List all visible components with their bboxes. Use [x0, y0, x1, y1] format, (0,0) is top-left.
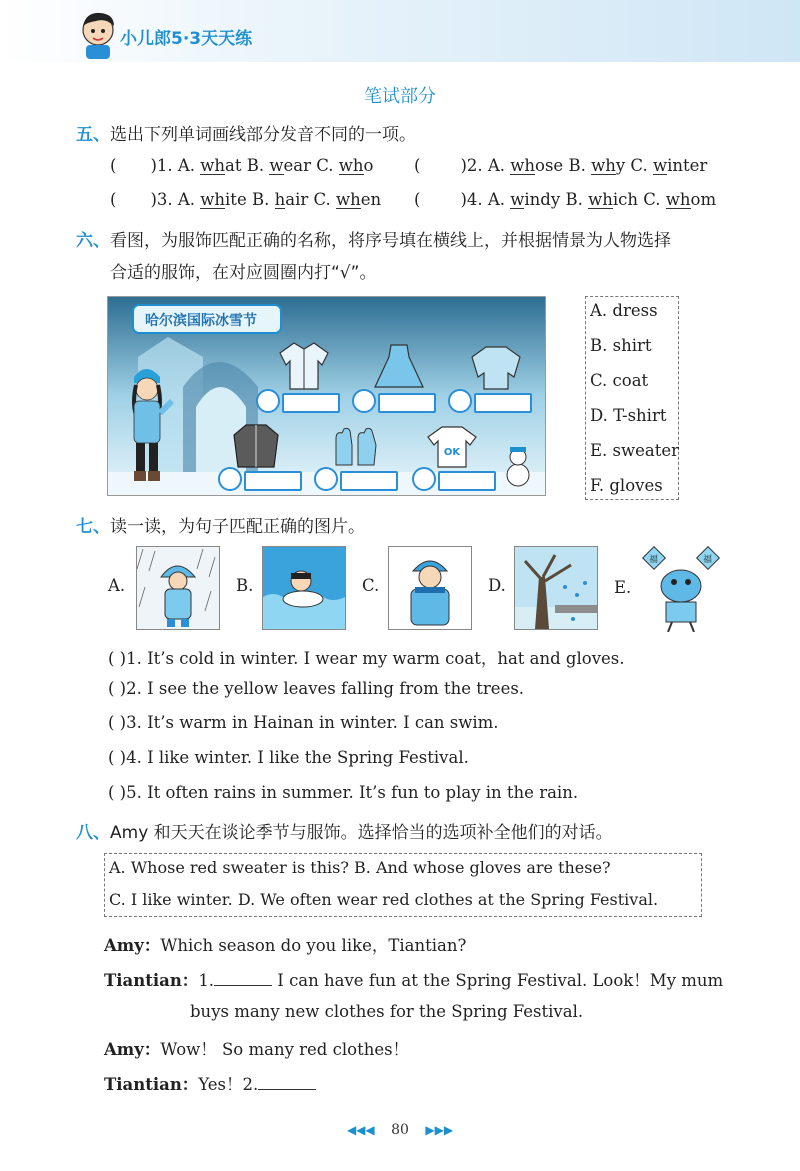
check-circle-1[interactable]: [256, 389, 280, 413]
underlined-letters: w: [269, 156, 284, 175]
coat-icon: [230, 421, 282, 471]
section5-title: 选出下列单词画线部分发音不同的一项。: [110, 125, 416, 145]
dialogue-text-4: Yes！2.: [198, 1075, 259, 1094]
option-label: B.: [246, 190, 275, 209]
dialogue-line-2-continued: buys many new clothes for the Spring Festival.: [190, 1002, 584, 1021]
picture-label-a: A.: [108, 576, 126, 595]
word-rest: air: [285, 190, 309, 209]
speaker-tiantian: Tiantian：: [104, 1075, 199, 1094]
section5-heading: [76, 120, 416, 145]
picture-label-e: E.: [614, 578, 632, 597]
option-label: B.: [563, 156, 592, 175]
answer-blank-6[interactable]: [438, 471, 496, 491]
right-arrows-icon: ▶▶▶: [425, 1123, 454, 1137]
s5-q2: [414, 156, 707, 175]
page-footer: [0, 1122, 800, 1138]
picture-label-b: B.: [236, 576, 254, 595]
check-circle-4[interactable]: [218, 467, 242, 491]
underlined-letters: wh: [200, 156, 226, 175]
option-label: B.: [560, 190, 589, 209]
section7-title: 读一读，为句子匹配正确的图片。: [110, 517, 365, 537]
underlined-letters: wh: [588, 190, 613, 209]
dialogue-line-2: [104, 967, 723, 991]
picture-e-festival: [638, 546, 724, 632]
q1-label: )1. A.: [150, 156, 201, 175]
rain-child-icon: [137, 547, 219, 629]
word-rest: at: [225, 156, 242, 175]
underlined-letters: wh: [665, 190, 691, 209]
word-rest: ich: [612, 190, 638, 209]
underlined-letters: wh: [200, 190, 226, 209]
answer-paren[interactable]: (: [110, 156, 117, 175]
mascot-logo-icon: [76, 8, 120, 60]
underlined-letters: wh: [591, 156, 616, 175]
answer-blank-d2[interactable]: [258, 1075, 316, 1090]
option-b: B. shirt: [590, 336, 652, 355]
word-rest: inter: [667, 156, 708, 175]
underlined-letters: wh: [510, 156, 536, 175]
word-rest: ear: [283, 156, 311, 175]
dialogue-line-1: [104, 932, 466, 956]
word-rest: en: [360, 190, 382, 209]
section8-number: 八、: [76, 823, 110, 843]
speaker-amy: Amy：: [104, 1040, 161, 1059]
dialogue-text-3: Wow！ So many red clothes！: [160, 1040, 410, 1059]
q4-label: )4. A.: [460, 190, 511, 209]
picture-label-d: D.: [488, 576, 506, 595]
s7-sentence-1: ( )1. It’s cold in winter. I wear my warm coat，hat and gloves.: [108, 649, 625, 668]
ice-festival-picture: [107, 296, 546, 496]
fu-character-right: 福: [703, 555, 713, 565]
swimming-child-icon: [263, 547, 345, 629]
option-label: C.: [637, 190, 666, 209]
section6-title-line1: 看图，为服饰匹配正确的名称，将序号填在横线上，并根据情景为人物选择: [110, 231, 671, 251]
winter-child-icon: [389, 547, 471, 629]
s5-q1: [110, 156, 373, 175]
picture-b-swim: [262, 546, 346, 630]
answer-blank-5[interactable]: [340, 471, 398, 491]
option-f: F. gloves: [590, 476, 663, 495]
option-label: C.: [308, 190, 337, 209]
fu-character-left: 福: [649, 555, 659, 565]
answer-blank-2[interactable]: [378, 393, 436, 413]
festival-banner: 哈尔滨国际冰雪节: [145, 313, 257, 329]
section8-heading: [76, 818, 613, 843]
dialogue-options-line2: C. I like winter. D. We often wear red clothes at the Spring Festival.: [109, 890, 659, 909]
option-c: C. coat: [590, 371, 649, 390]
brand-title: 小儿郎5·3天天练: [120, 29, 253, 49]
shirt-icon: [276, 339, 332, 391]
underlined-letters: wh: [336, 190, 361, 209]
option-d: D. T-shirt: [590, 406, 667, 425]
gloves-icon: [330, 425, 382, 469]
underlined-letters: h: [274, 190, 286, 209]
section8-title: Amy 和天天在谈论季节与服饰。选择恰当的选项补全他们的对话。: [110, 823, 613, 843]
answer-blank-3[interactable]: [474, 393, 532, 413]
s7-sentence-4: ( )4. I like winter. I like the Spring Festival.: [108, 748, 469, 767]
q2-label: )2. A.: [460, 156, 511, 175]
s5-q3: [110, 190, 381, 209]
tshirt-icon: [426, 423, 478, 469]
picture-d-autumn: [514, 546, 598, 630]
left-arrows-icon: ◀◀◀: [346, 1123, 375, 1137]
dialogue-options-line1: A. Whose red sweater is this? B. And whose gloves are these?: [109, 858, 611, 877]
s7-sentence-5: ( )5. It often rains in summer. It’s fun to play in the rain.: [108, 783, 579, 802]
q3-label: )3. A.: [150, 190, 201, 209]
section6-title-line2: 合适的服饰，在对应圆圈内打“√”。: [110, 263, 377, 283]
answer-paren[interactable]: (: [414, 190, 421, 209]
underlined-letters: w: [652, 156, 668, 175]
word-rest: y: [615, 156, 626, 175]
sweater-icon: [468, 343, 524, 393]
blank-number-1: 1.: [198, 971, 215, 990]
dialogue-text-2: I can have fun at the Spring Festival. Look！My mum: [272, 971, 724, 990]
picture-a-rain: [136, 546, 220, 630]
dialogue-line-3: [104, 1036, 409, 1060]
answer-blank-d1[interactable]: [214, 971, 272, 986]
dialogue-line-4: [104, 1071, 316, 1095]
speaker-tiantian: Tiantian：: [104, 971, 199, 990]
answer-paren[interactable]: (: [414, 156, 421, 175]
snowman-icon: [496, 443, 542, 489]
autumn-tree-icon: [515, 547, 597, 629]
s7-sentence-2: ( )2. I see the yellow leaves falling from the trees.: [108, 679, 525, 698]
underlined-letters: wh: [338, 156, 364, 175]
part-title: 笔试部分: [364, 86, 436, 107]
underlined-letters: w: [510, 190, 525, 209]
dress-icon: [371, 341, 427, 393]
page-number: 80: [391, 1122, 409, 1138]
check-circle-2[interactable]: [352, 389, 376, 413]
option-label: C.: [311, 156, 339, 175]
svg-text:OK: OK: [443, 447, 461, 458]
picture-c-winter: [388, 546, 472, 630]
check-circle-5[interactable]: [314, 467, 338, 491]
s5-q4: [414, 190, 716, 209]
dialogue-text-1: Which season do you like，Tiantian?: [160, 936, 467, 955]
girl-figure-icon: [116, 363, 176, 488]
word-rest: o: [363, 156, 374, 175]
s7-sentence-3: ( )3. It’s warm in Hainan in winter. I can swim.: [108, 713, 499, 732]
dialogue-options-box: [104, 853, 702, 917]
word-rest: ose: [535, 156, 564, 175]
speaker-amy: Amy：: [104, 936, 161, 955]
section6-number: 六、: [76, 231, 110, 251]
clothes-options-box: [585, 296, 679, 500]
answer-blank-4[interactable]: [244, 471, 302, 491]
picture-label-c: C.: [362, 576, 380, 595]
check-circle-6[interactable]: [412, 467, 436, 491]
option-label: B.: [241, 156, 270, 175]
section7-heading: [76, 512, 365, 537]
word-rest: ite: [225, 190, 247, 209]
word-rest: indy: [524, 190, 561, 209]
section7-number: 七、: [76, 517, 110, 537]
section5-number: 五、: [76, 125, 110, 145]
check-circle-3[interactable]: [448, 389, 472, 413]
option-e: E. sweater: [590, 441, 680, 460]
answer-blank-1[interactable]: [282, 393, 340, 413]
word-rest: om: [690, 190, 717, 209]
option-label: C.: [625, 156, 653, 175]
option-a: A. dress: [590, 301, 658, 320]
section6-heading: [76, 226, 671, 251]
answer-paren[interactable]: (: [110, 190, 117, 209]
